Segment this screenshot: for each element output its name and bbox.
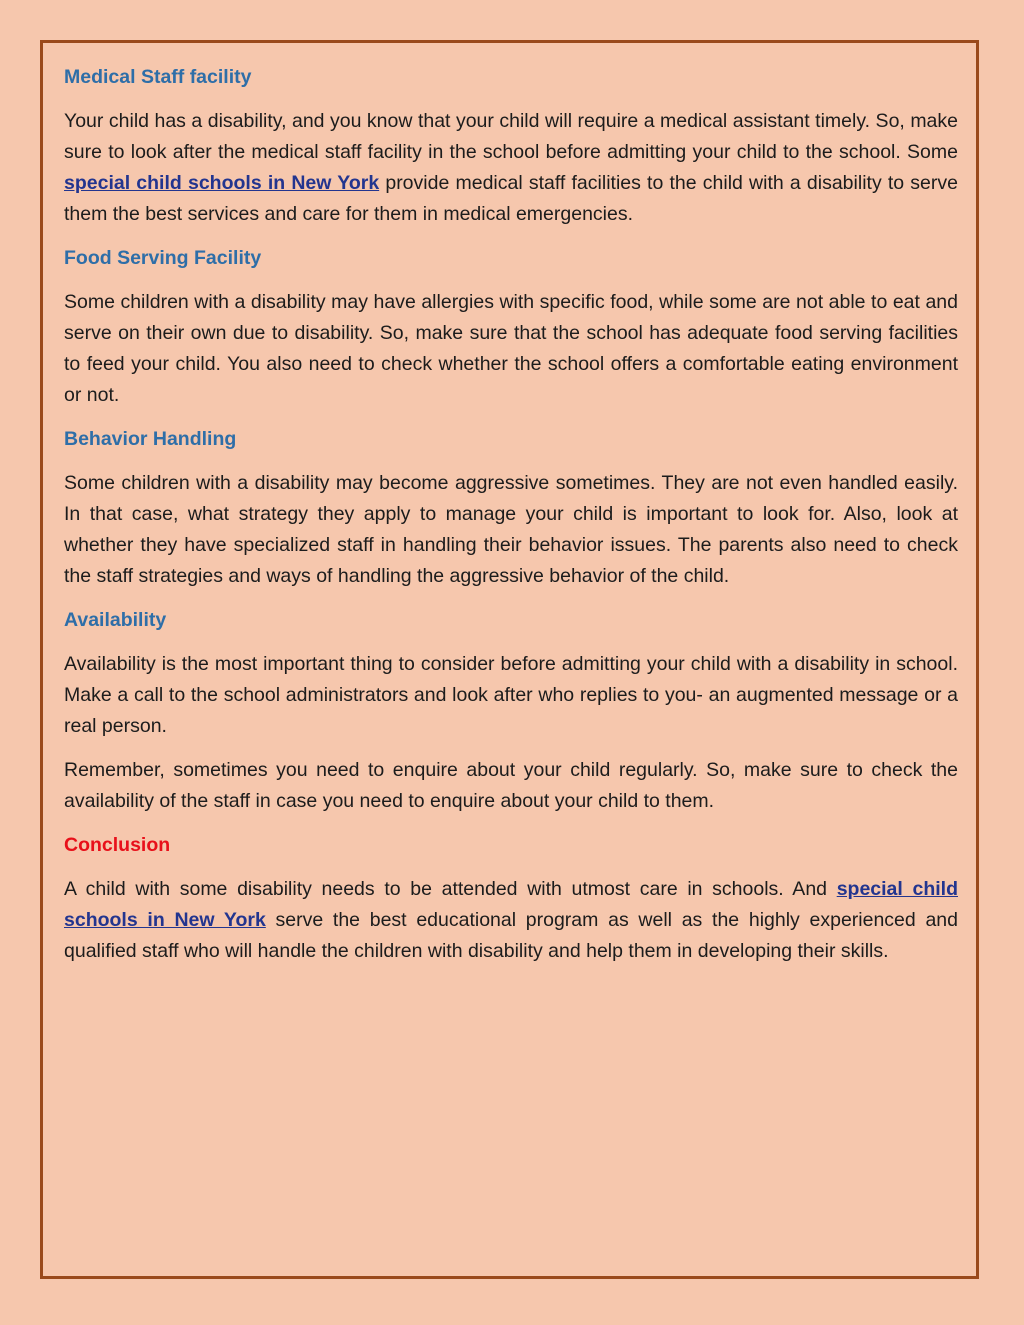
paragraph-text: provide medical staff facilities to the child with a disability to serve them the best services and care for them in medical emergencies. — [64, 172, 958, 225]
section-heading-conclusion: Conclusion — [64, 834, 171, 856]
paragraph-text: A child with some disability needs to be attended with utmost care in schools. And — [64, 878, 837, 900]
section-heading-availability: Availability — [64, 609, 167, 631]
paragraph-food-serving: Some children with a disability may have allergies with specific food, while some are not able to eat and serve on their own due to disability. So, make sure that the school has adequate food serving facilities to feed your child. You also need to check whether the school offers a comfortable eating environment or not. — [64, 291, 958, 406]
special-child-schools-link[interactable]: special child schools in New York — [64, 878, 958, 931]
paragraph-conclusion — [64, 874, 958, 967]
section-heading-food-serving: Food Serving Facility — [64, 247, 262, 269]
paragraph-text: serve the best educational program as well as the highly experienced and qualified staff who will handle the children with disability and help them in developing their skills. — [64, 909, 958, 962]
paragraph-medical-staff — [64, 106, 958, 230]
special-child-schools-link[interactable]: special child schools in New York — [64, 172, 380, 194]
paragraph-availability-1: Availability is the most important thing to consider before admitting your child with a disability in school. Make a call to the school administrators and look after who replies to you- an augmented message or a real person. — [64, 653, 958, 737]
document-body — [64, 62, 958, 980]
section-heading-medical-staff: Medical Staff facility — [64, 66, 252, 88]
paragraph-availability-2: Remember, sometimes you need to enquire about your child regularly. So, make sure to check the availability of the staff in case you need to enquire about your child to them. — [64, 759, 958, 812]
section-heading-behavior-handling: Behavior Handling — [64, 428, 237, 450]
paragraph-text: Your child has a disability, and you know that your child will require a medical assistant timely. So, make sure to look after the medical staff facility in the school before admitting your child to the school. Some — [64, 110, 958, 163]
paragraph-behavior-handling: Some children with a disability may become aggressive sometimes. They are not even handled easily. In that case, what strategy they apply to manage your child is important to look for. Also, look at whether they have specialized staff in handling their behavior issues. The parents also need to check the staff strategies and ways of handling the aggressive behavior of the child. — [64, 472, 958, 587]
